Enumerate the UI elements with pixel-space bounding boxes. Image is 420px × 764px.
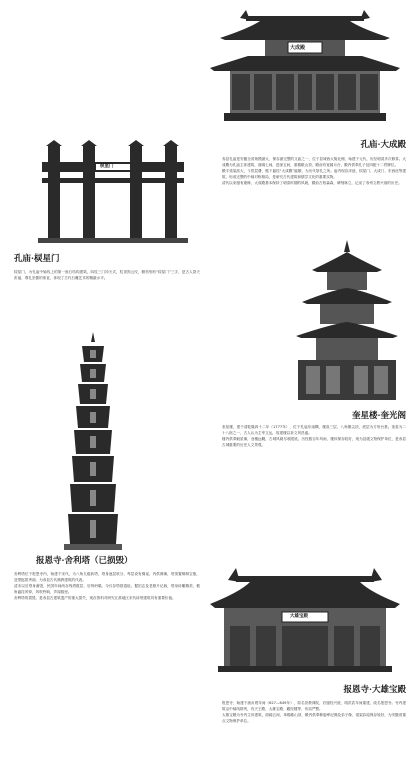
section-title-sarira-pagoda: 报恩寺·舍利塔（已损毁） — [36, 556, 133, 566]
mahavira-hall-illustration — [210, 566, 400, 674]
paragraph: 清末以后塔身渐毁，民国年间尚存残塔数层，后终坍塌，今仅存塔基遗址。据旧志及老照片记载，塔身砖雕精美，檐角悬挂风铎，风吹铃响，声闻数里。 — [14, 584, 200, 595]
section-title-mahavira-hall: 报恩寺·大雄宝殿 — [343, 685, 406, 695]
dacheng-hall-description — [222, 156, 406, 186]
paragraph: 报恩寺，始建于唐贞观年间（627—649年），原名崇教禅院，后屡经兴废，明洪武年间重建，改名报恩寺。寺内建筑沿中轴线排列，有天王殿、大雄宝殿、藏经楼等，布局严整。 — [222, 701, 406, 712]
paragraph: 清代以来屡有重修，大成殿基本保持了明清时期的风貌，殿前古柏森森，碑刻林立，记录了寿州文教兴衰的历史。 — [222, 181, 402, 186]
paragraph: 棂星门，为孔庙中轴线上的第一座石结构建筑，四柱三门冲天式，柱顶饰云纹，额枋刻有“棂星门”三字，是古人祭天祈福、尊孔崇儒的象征，体现了古代石雕艺术的精湛水平。 — [14, 270, 200, 281]
section-title-kuixing-tower: 奎星楼·奎光阁 — [352, 411, 406, 421]
paragraph: 奎星楼，建于清乾隆四十二年（1777年），位于孔庙东南隅，楼高三层，八角攒尖顶，底层为方形台基。奎星为二十八宿之一，古人认为主宰文运，故建楼以祈文风昌盛。 — [222, 425, 406, 436]
paragraph: 寿县孔庙是安徽全省规模最大、保存最完整的文庙之一，位于县城西大街北侧，始建于元代，历经明清多次修葺。大成殿为孔庙主体建筑，面阔七间，进深五间，重檐歇山顶，殿前有宽阔月台，殿内供奉孔子及四配十二哲牌位。 — [222, 157, 406, 168]
paragraph: 殿宇梁架高大，斗拱层叠，檐下悬挂“大成殿”匾额，为历代祭孔之所。庙内现存泮池、棂星门、大成门、东西庑等建筑，形成完整的中轴对称格局，是研究古代建筑和儒学文化的重要实物。 — [222, 169, 406, 180]
section-title-lingxing-gate: 孔庙·棂星门 — [14, 254, 60, 264]
plaque-text: 大雄宝殿 — [290, 614, 308, 619]
kuixing-tower-description — [222, 424, 406, 448]
plaque-text: 棂星门 — [100, 164, 114, 169]
plaque-text: 大成殿 — [290, 45, 306, 51]
paragraph: 大雄宝殿为寺内主体建筑，面阔五间，单檐歇山顶，殿内供奉释迦牟尼佛及弟子像，梁架彩绘保存较好，为安徽省重点文物保护单位。 — [222, 713, 406, 724]
lingxing-gate-description — [14, 269, 200, 281]
paragraph: 楼内供奉魁星像，登楼远眺，古城风貌尽收眼底。历经数百年风雨，楼体保存较好，现为县级文物保护单位，是寿县古城重要的历史人文景观。 — [222, 437, 406, 448]
dacheng-hall-illustration — [210, 8, 400, 126]
paragraph: 舍利塔的损毁，是寿县古建筑遗产的重大损失，现存资料对研究江淮地区宋代砖塔建筑具有重要价值。 — [14, 596, 176, 601]
lingxing-gate-illustration — [38, 140, 188, 244]
paragraph: 舍利塔位于报恩寺内，始建于宋代，为八角九级砖塔，塔身逐层收分，每层设有佛龛，内供佛像，塔顶置铜制宝瓶，造型挺拔秀丽，为寿县古代佛教建筑的代表。 — [14, 572, 200, 583]
sarira-pagoda-illustration — [58, 332, 128, 552]
sarira-pagoda-description — [14, 571, 200, 601]
kuixing-tower-illustration — [292, 240, 402, 405]
section-title-dacheng-hall: 孔庙·大成殿 — [360, 140, 406, 150]
mahavira-hall-description — [222, 700, 406, 724]
